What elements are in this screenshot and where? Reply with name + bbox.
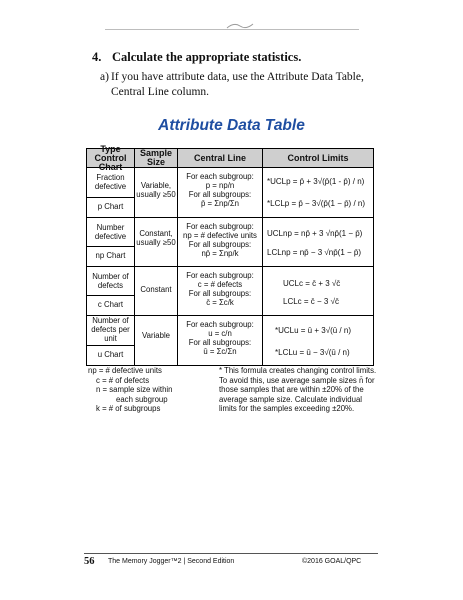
row-p-cl-line-2: p = np/n <box>205 181 235 190</box>
header-control-limits: Control Limits <box>287 152 349 163</box>
footer-rule <box>84 553 378 554</box>
row-p-central-line <box>178 172 262 208</box>
row-np-chart-name: np Chart <box>95 251 126 260</box>
chart-name-divider <box>87 197 134 198</box>
row-c-sample-size: Constant <box>140 285 172 294</box>
row-c-chart-type: Number of defects <box>92 272 129 290</box>
page-number: 56 <box>84 556 95 567</box>
row-np-chart-type: Number defective <box>94 223 127 241</box>
row-np-cl-line-3: For all subgroups: <box>188 240 252 249</box>
definition-k: k = # of subgroups <box>96 404 161 414</box>
row-np-central-line <box>178 222 262 258</box>
row-np-lcl-formula: LCLnp = np̄ − 3 √np̄(1 − p̄) <box>267 248 362 257</box>
row-p-cl-line-3: For all subgroups: <box>188 190 252 199</box>
step-number: 4. <box>92 50 102 64</box>
row-c-central-line <box>178 271 262 307</box>
book-title: The Memory Jogger™2 | Second Edition <box>108 558 235 565</box>
row-p-lcl-formula: *LCLp = p̄ − 3√(p̄(1 − p̄) / n) <box>267 199 365 208</box>
footnote: * This formula creates changing control limits. To avoid this, use average sample sizes n̄ for those samples that are within ±20% of the average sample size. Calculate individual limits for the samples exceeding ±20%. <box>219 366 377 414</box>
definition-n-cont: each subgroup <box>116 394 168 404</box>
column-divider <box>262 149 263 365</box>
attribute-data-table <box>86 143 374 366</box>
row-c-cl-line-3: For all subgroups: <box>188 289 252 298</box>
row-p-sample-size: Variable, usually ≥50 <box>136 181 176 199</box>
row-u-cl-line-4: ū = Σc/Σn <box>203 347 237 356</box>
legend-definitions <box>88 366 173 414</box>
row-c-cl-line-4: c̄ = Σc/k <box>206 298 234 307</box>
step-heading <box>92 50 301 65</box>
row-c-ucl-formula: UCLc = c̄ + 3 √c̄ <box>283 279 341 288</box>
row-u-sample-size: Variable <box>141 331 171 340</box>
row-divider <box>87 217 373 218</box>
row-p-cl-line-4: p̄ = Σnp/Σn <box>200 199 240 208</box>
row-u-chart-name: u Chart <box>97 350 124 359</box>
row-u-ucl-formula: *UCLu = ū + 3√(ū / n) <box>275 326 351 335</box>
subitem-letter: a) <box>100 71 109 83</box>
row-p-chart-name: p Chart <box>97 202 124 211</box>
chart-name-divider <box>87 246 134 247</box>
row-p-cl-line-1: For each subgroup: <box>186 172 254 181</box>
definition-c: c = # of defects <box>96 375 150 385</box>
row-c-cl-line-1: For each subgroup: <box>186 271 254 280</box>
row-c-lcl-formula: LCLc = c̄ − 3 √c̄ <box>283 297 339 306</box>
row-c-chart-name: c Chart <box>97 300 124 309</box>
definition-n: n = sample size within <box>96 385 173 395</box>
header-ornament-icon <box>226 22 254 30</box>
row-np-cl-line-2: np = # defective units <box>183 231 257 240</box>
row-p-chart-type: Fraction defective <box>94 173 127 191</box>
step-subitem <box>100 70 371 100</box>
table-title: Attribute Data Table <box>158 117 305 134</box>
row-np-cl-line-1: For each subgroup: <box>186 222 254 231</box>
header-sample-size: Sample Size <box>139 148 172 167</box>
row-divider <box>87 266 373 267</box>
step-heading-text: Calculate the appropriate statistics. <box>112 50 302 64</box>
row-c-cl-line-2: c = # defects <box>197 280 243 289</box>
row-np-sample-size: Constant, usually ≥50 <box>136 229 176 247</box>
chart-name-divider <box>87 345 134 346</box>
chart-name-divider <box>87 295 134 296</box>
row-np-cl-line-4: np̄ = Σnp/k <box>201 249 239 258</box>
row-np-ucl-formula: UCLnp = np̄ + 3 √np̄(1 − p̄) <box>267 229 363 238</box>
row-u-cl-line-2: u = c/n <box>208 329 232 338</box>
header-type-control-chart: Type Control Chart <box>94 143 127 172</box>
copyright: ©2016 GOAL/QPC <box>302 558 362 565</box>
row-u-cl-line-1: For each subgroup: <box>186 320 254 329</box>
row-u-lcl-formula: *LCLu = ū − 3√(ū / n) <box>275 348 350 357</box>
column-divider <box>134 149 135 365</box>
definition-np: np = # defective units <box>88 366 162 375</box>
subitem-text: If you have attribute data, use the Attribute Data Table, Central Line column. <box>111 71 364 98</box>
row-u-central-line <box>178 320 262 356</box>
row-u-cl-line-3: For all subgroups: <box>188 338 252 347</box>
header-central-line: Central Line <box>193 152 246 163</box>
row-u-chart-type: Number of defects per unit <box>91 316 130 343</box>
row-p-ucl-formula: *UCLp = p̄ + 3√(p̄(1 - p̄) / n) <box>267 177 365 186</box>
